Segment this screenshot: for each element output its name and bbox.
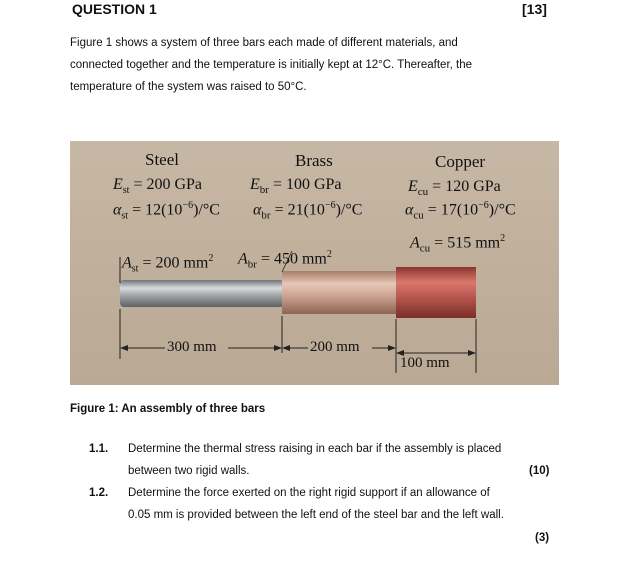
steel-bar [120, 280, 284, 307]
steel-length: 300 mm [167, 339, 217, 355]
copper-alpha: $\alpha_{cu} = 17(10^{-6})/^\circ C$ [405, 200, 516, 222]
question-line: between two rigid walls. [128, 465, 250, 477]
copper-modulus: $E_{cu} = 120$ GPa [408, 178, 501, 199]
copper-area: $A_{cu} = 515$ $mm^2$ [410, 233, 506, 255]
figure-caption: Figure 1: An assembly of three bars [70, 403, 266, 415]
question-line: 0.05 mm is provided between the left end of the steel bar and the left wall. [128, 509, 504, 521]
steel-alpha: $\alpha_{st} = 12(10^{-6})/^\circ C$ [113, 200, 220, 222]
brass-length: 200 mm [310, 339, 360, 355]
intro-line: Figure 1 shows a system of three bars each made of different materials, and [70, 37, 458, 49]
brass-area: $A_{br} = 450$ $mm^2$ [238, 249, 332, 271]
question-number: 1.2. [89, 487, 109, 499]
question-marks: (10) [529, 465, 550, 477]
question-number: 1.1. [89, 443, 109, 455]
copper-label: Copper [435, 152, 486, 171]
intro-line: temperature of the system was raised to 50°C. [70, 81, 307, 93]
question-line: Determine the force exerted on the right rigid support if an allowance of [128, 487, 490, 499]
intro-line: connected together and the temperature is initially kept at 12°C. Thereafter, the [70, 59, 473, 71]
question-total-marks: [13] [522, 1, 547, 17]
question-marks: (3) [535, 532, 550, 544]
brass-modulus: $E_{br} = 100$ GPa [250, 176, 342, 197]
question-line: Determine the thermal stress raising in each bar if the assembly is placed [128, 443, 502, 455]
question-title: QUESTION 1 [72, 1, 157, 17]
figure-1 [70, 141, 559, 385]
brass-label: Brass [295, 151, 333, 170]
intro-paragraph [70, 32, 550, 98]
steel-label: Steel [145, 150, 179, 169]
brass-alpha: $\alpha_{br} = 21(10^{-6})/^\circ C$ [253, 200, 363, 222]
brass-bar [282, 271, 396, 314]
copper-bar [396, 267, 476, 318]
steel-modulus: $E_{st} = 200$ GPa [113, 176, 203, 197]
steel-area: $A_{st} = 200$ $mm^2$ [122, 253, 214, 275]
copper-length: 100 mm [400, 355, 450, 371]
